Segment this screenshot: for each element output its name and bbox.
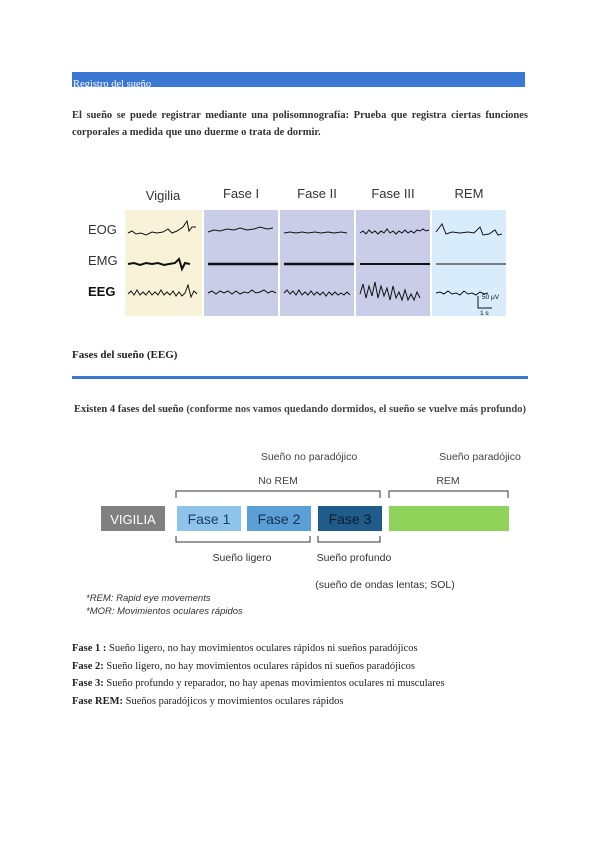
col-vigilia: Vigilia bbox=[145, 188, 181, 203]
note-rem: *REM: Rapid eye movements bbox=[86, 593, 211, 604]
intro-paragraph: El sueño se puede registrar mediante una polisomnografía: Prueba que registra ciertas funciones corporales a medida que uno duerme o trata de dormir. bbox=[72, 110, 528, 138]
phase-text: Sueños paradójicos y movimientos oculares rápidos bbox=[123, 695, 344, 707]
phase-text: Sueño profundo y reparador, no hay apenas movimientos oculares ni musculares bbox=[103, 678, 445, 689]
col-rem: REM bbox=[454, 186, 484, 201]
phases-intro-bold: Existen 4 fases del sueño bbox=[74, 404, 184, 415]
fase2-label: Fase 2 bbox=[257, 511, 301, 527]
vigilia-label: VIGILIA bbox=[110, 512, 156, 527]
label-no-rem: No REM bbox=[258, 475, 298, 487]
phase-label: Fase 2: bbox=[72, 660, 104, 672]
bracket-ligero bbox=[176, 536, 310, 542]
row-eeg: EEG bbox=[88, 284, 116, 299]
fase3-label: Fase 3 bbox=[328, 511, 372, 527]
label-sueno-no-paradojico: Sueño no paradójico bbox=[260, 451, 358, 463]
col-fase1: Fase I bbox=[222, 186, 260, 201]
note-mor: *MOR: Movimientos oculares rápidos bbox=[86, 606, 243, 617]
label-sol: (sueño de ondas lentas; SOL) bbox=[315, 579, 455, 591]
bracket-no-rem bbox=[176, 491, 380, 498]
phase-label: Fase REM: bbox=[72, 695, 124, 707]
fase1-label: Fase 1 bbox=[187, 511, 231, 527]
col-fase2: Fase II bbox=[297, 186, 337, 201]
col-fase3: Fase III bbox=[371, 186, 415, 201]
phase-text: Sueño ligero, no hay movimientos oculares rápidos ni sueños paradójicos bbox=[103, 660, 415, 672]
phase-label: Fase 3: bbox=[72, 678, 104, 689]
polysomnography-figure bbox=[80, 178, 510, 318]
scale-amplitude: 50 μV bbox=[482, 294, 500, 301]
phase-item bbox=[72, 675, 542, 693]
label-ligero: Sueño ligero bbox=[212, 552, 272, 564]
phase-descriptions bbox=[72, 640, 542, 710]
label-rem: REM bbox=[436, 475, 460, 487]
phases-heading: Fases del sueño (EEG) bbox=[72, 349, 178, 361]
scale-time: 1 s bbox=[480, 310, 489, 317]
label-profundo: Sueño profundo bbox=[316, 552, 392, 564]
phases-intro bbox=[74, 401, 530, 418]
bracket-profundo bbox=[318, 536, 380, 542]
section-title: Registro del sueño bbox=[73, 79, 152, 90]
sleep-phases-diagram bbox=[80, 446, 530, 621]
label-sueno-paradojico: Sueño paradójico bbox=[439, 451, 521, 463]
phase-text: Sueño ligero, no hay movimientos oculares rápidos ni sueños paradójicos bbox=[106, 643, 418, 654]
divider bbox=[72, 376, 528, 379]
phase-label: Fase 1 : bbox=[72, 643, 107, 654]
phase-item bbox=[72, 658, 542, 676]
phase-item bbox=[72, 640, 542, 658]
row-emg: EMG bbox=[88, 253, 118, 268]
rem-box bbox=[389, 506, 509, 531]
phases-intro-rest: (conforme nos vamos quedando dormidos, el sueño se vuelve más profundo) bbox=[183, 404, 526, 415]
row-eog: EOG bbox=[88, 222, 117, 237]
bracket-rem bbox=[389, 491, 508, 498]
phase-item bbox=[72, 693, 542, 711]
section-title-bar bbox=[72, 72, 525, 90]
